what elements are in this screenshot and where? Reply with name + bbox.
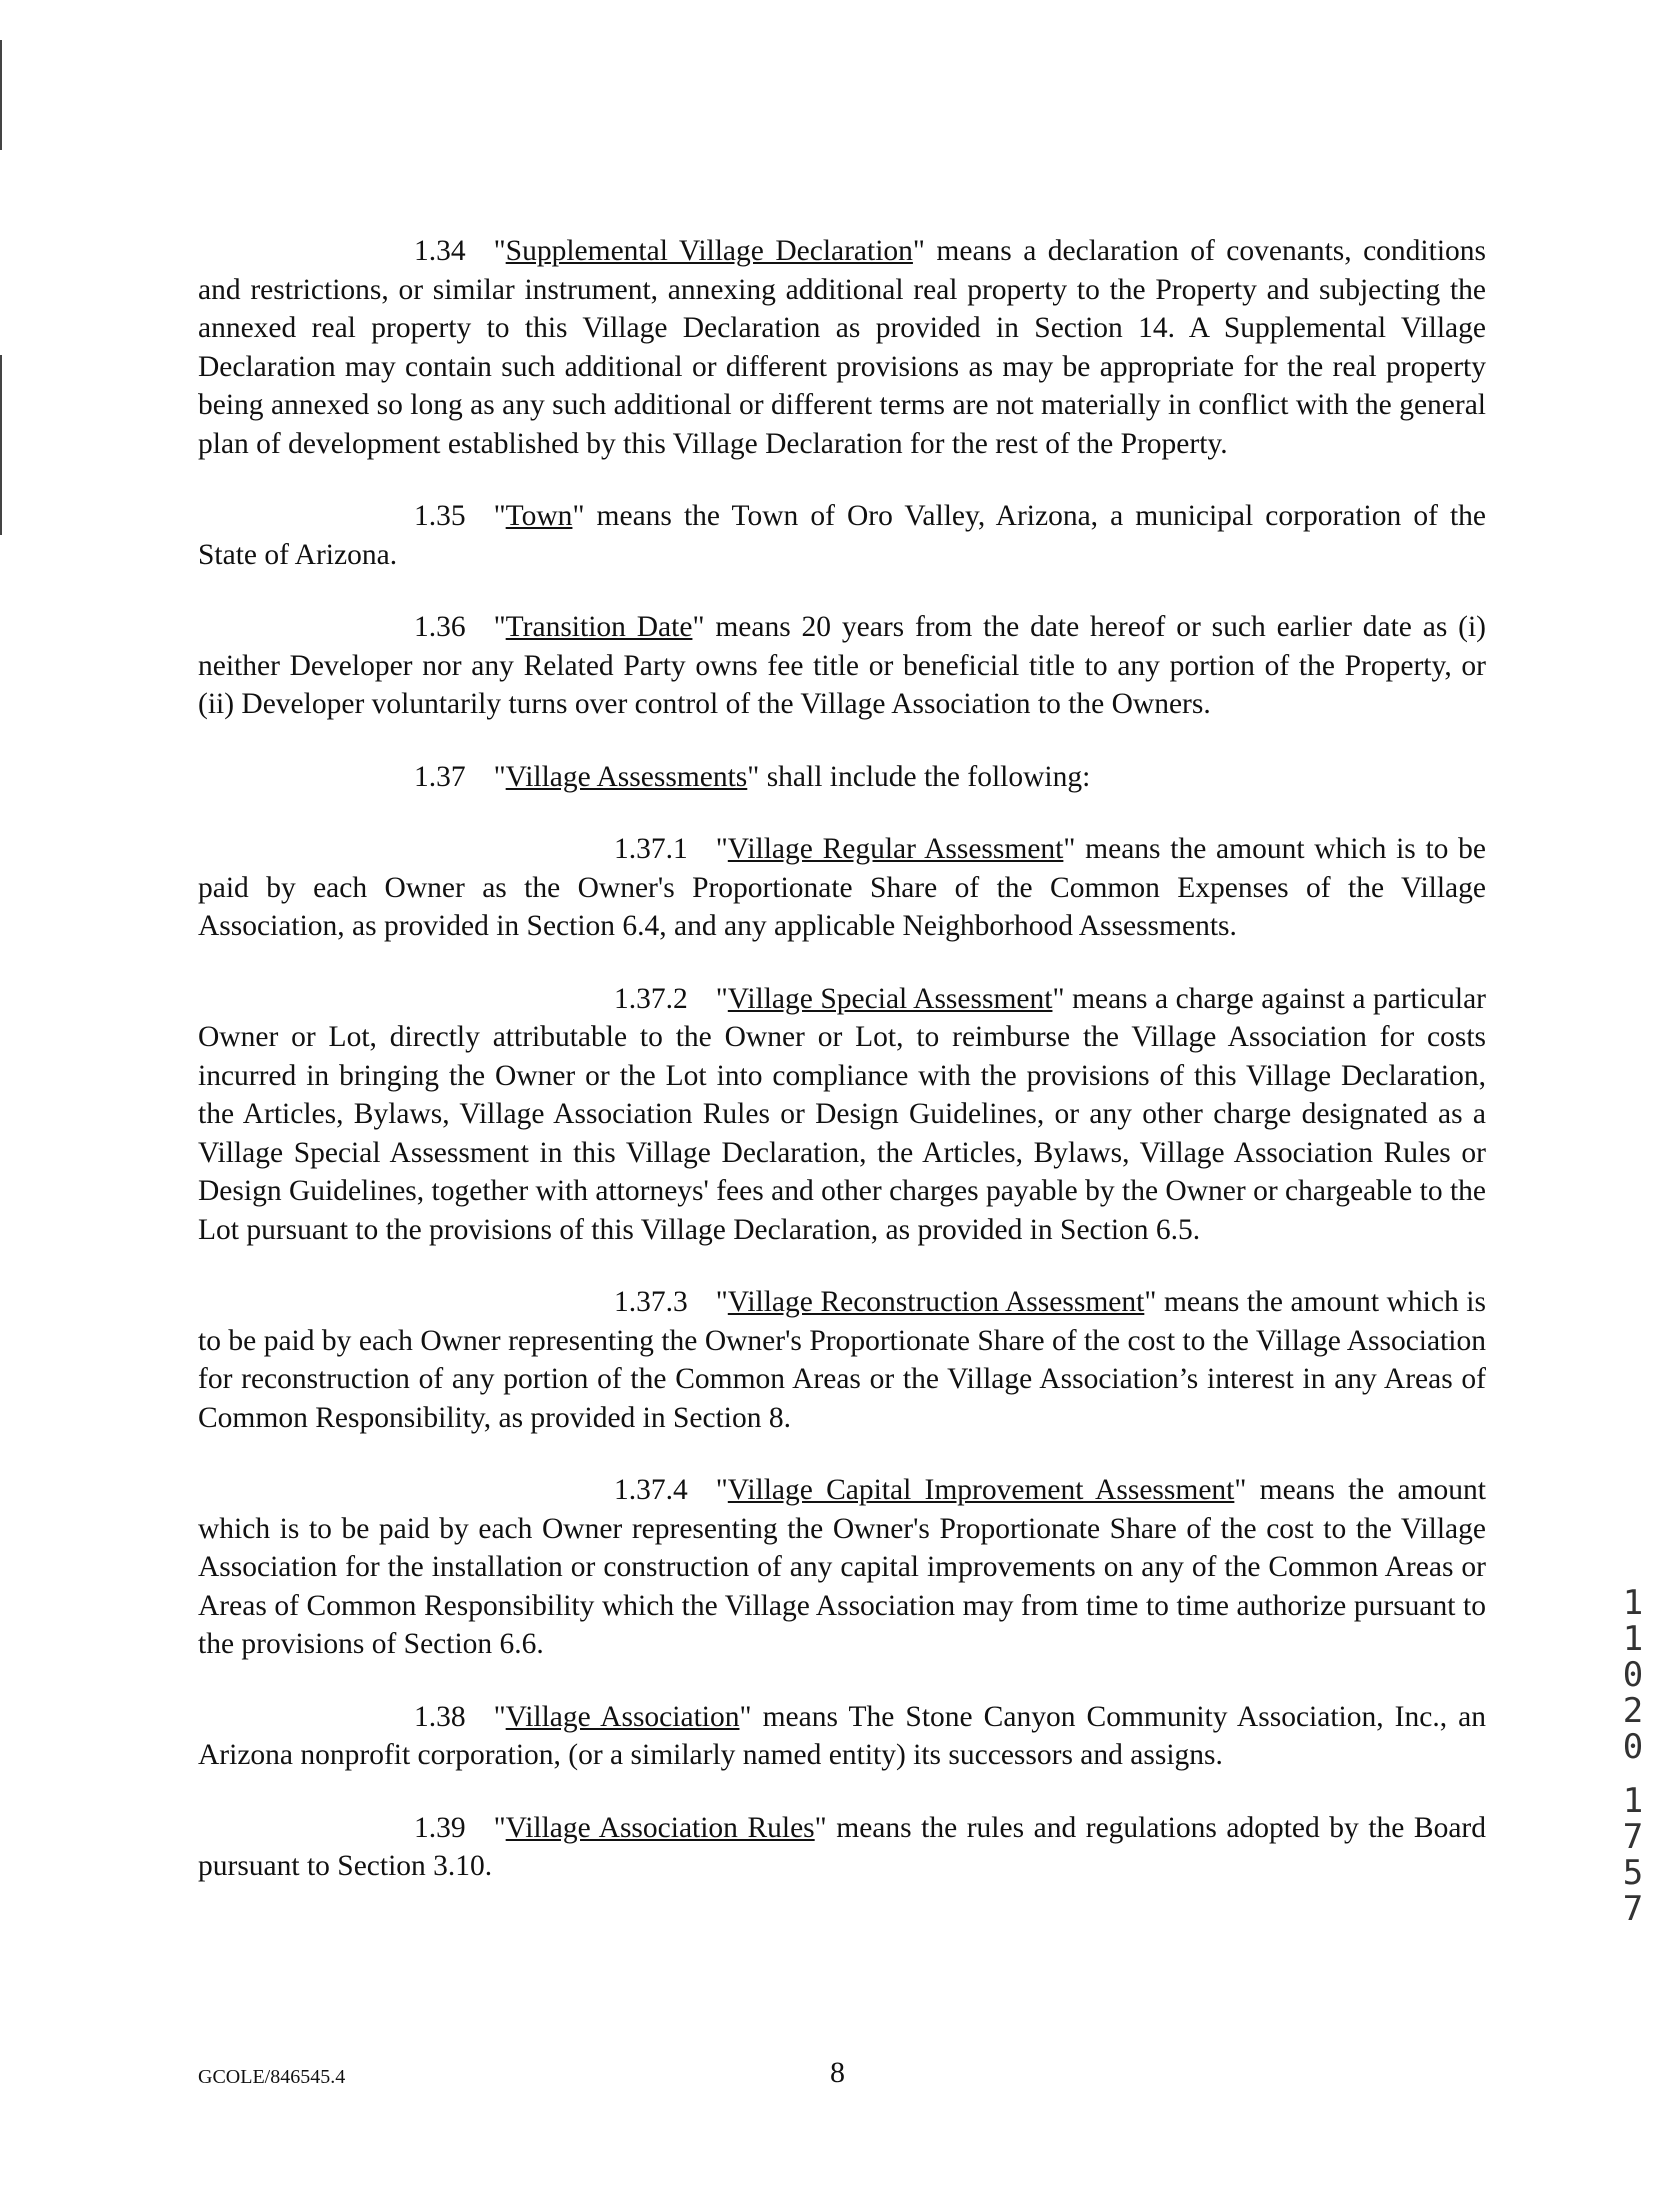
section-number: 1.38 bbox=[414, 1700, 466, 1733]
definition-text: means 20 years from the date hereof or such earlier date as (i) neither Developer nor any Related Party owns fee title or beneficial title to any portion of the Property, or (ii) Developer voluntarily turns over control of the Village Association to the Owners. bbox=[198, 611, 1486, 720]
defined-term: Village Regular Assessment bbox=[727, 833, 1064, 865]
definition-text: means a declaration of covenants, conditions and restrictions, or similar instrument, annexing additional real property to the Property and subjecting the annexed real property to this Village Declaration as provided in Section 14. A Supplemental Village Declaration may contain such additional or different provisions as may be appropriate for the real property being annexed so long as any such additional or different terms are not materially in conflict with the general plan of development established by this Village Declaration for the rest of the Property. bbox=[198, 235, 1486, 460]
defined-term: Village Assessments bbox=[505, 760, 748, 793]
definition-1-37-3: 1.37.3 "Village Reconstruction Assessment" means the amount which is to be paid by each Owner representing the Owner's Proportionate Share of the cost to the Village Association for reconstruction of any portion of the Common Areas or the Village Association’s interest in any Areas of Common Responsibility, as provided in Section 8. bbox=[198, 1283, 1486, 1437]
definition-text: means the amount which is to be paid by each Owner representing the Owner's Proportionate Share of the cost to the Village Association for reconstruction of any portion of the Common Areas or the Village Association’s interest in any Areas of Common Responsibility, as provided in Section 8. bbox=[198, 1286, 1486, 1434]
definition-1-37-1: 1.37.1 "Village Regular Assessment" means the amount which is to be paid by each Owner as the Owner's Proportionate Share of the Common Expenses of the Village Association, as provided in Section 6.4, and any applicable Neighborhood Assessments. bbox=[198, 830, 1486, 946]
document-body bbox=[198, 232, 1486, 1920]
definition-text: means the Town of Oro Valley, Arizona, a municipal corporation of the State of Arizona. bbox=[198, 500, 1486, 571]
section-number: 1.37.2 bbox=[614, 982, 688, 1015]
defined-term: Village Reconstruction Assessment bbox=[727, 1286, 1145, 1318]
defined-term: Village Association Rules bbox=[505, 1811, 815, 1844]
scan-edge-mark bbox=[0, 355, 2, 535]
definition-1-39: 1.39 "Village Association Rules" means the rules and regulations adopted by the Board pursuant to Section 3.10. bbox=[198, 1809, 1486, 1886]
definition-text: shall include the following: bbox=[759, 760, 1091, 793]
defined-term: Supplemental Village Declaration bbox=[505, 235, 913, 267]
definition-text: means the amount which is to be paid by each Owner as the Owner's Proportionate Share of the Common Expenses of the Village Association, as provided in Section 6.4, and any applicable Neighborhood Assessments. bbox=[198, 833, 1487, 942]
definition-1-37-4: 1.37.4 "Village Capital Improvement Assessment" means the amount which is to be paid by each Owner representing the Owner's Proportionate Share of the cost to the Village Association for the installation or construction of any capital improvements on any of the Common Areas or Areas of Common Responsibility which the Village Association may from time to time authorize pursuant to the provisions of Section 6.6. bbox=[198, 1471, 1486, 1664]
definition-1-37: 1.37 "Village Assessments" shall include the following: bbox=[198, 758, 1486, 797]
definition-1-34: 1.34 "Supplemental Village Declaration" means a declaration of covenants, conditions and restrictions, or similar instrument, annexing additional real property to the Property and subjecting the annexed real property to this Village Declaration as provided in Section 14. A Supplemental Village Declaration may contain such additional or different provisions as may be appropriate for the real property being annexed so long as any such additional or different terms are not materially in conflict with the general plan of development established by this Village Declaration for the rest of the Property. bbox=[198, 232, 1486, 463]
defined-term: Village Capital Improvement Assessment bbox=[727, 1474, 1235, 1506]
definition-1-36: 1.36 "Transition Date" means 20 years from the date hereof or such earlier date as (i) neither Developer nor any Related Party owns fee title or beneficial title to any portion of the Property, or (ii) Developer voluntarily turns over control of the Village Association to the Owners. bbox=[198, 608, 1486, 724]
definition-1-38: 1.38 "Village Association" means The Stone Canyon Community Association, Inc., an Arizona nonprofit corporation, (or a similarly named entity) its successors and assigns. bbox=[198, 1698, 1486, 1775]
defined-term: Village Association bbox=[505, 1700, 740, 1733]
definition-text: means a charge against a particular Owner or Lot, directly attributable to the Owner or Lot, to reimburse the Village Association for costs incurred in bringing the Owner or the Lot into compliance with the provisions of this Village Declaration, the Articles, Bylaws, Village Association Rules or Design Guidelines, or any other charge designated as a Village Special Assessment in this Village Declaration, the Articles, Bylaws, Village Association Rules or Design Guidelines, together with attorneys' fees and other charges payable by the Owner or chargeable to the Lot pursuant to the provisions of this Village Declaration, as provided in Section 6.5. bbox=[198, 982, 1486, 1246]
definition-1-35: 1.35 "Town" means the Town of Oro Valley, Arizona, a municipal corporation of the State of Arizona. bbox=[198, 497, 1486, 574]
section-number: 1.37.1 bbox=[614, 833, 688, 865]
section-number: 1.37.4 bbox=[614, 1474, 688, 1506]
scan-edge-mark bbox=[0, 40, 2, 150]
section-number: 1.34 bbox=[414, 235, 466, 267]
section-number: 1.36 bbox=[414, 611, 466, 643]
definition-text: means the rules and regulations adopted by the Board pursuant to Section 3.10. bbox=[198, 1811, 1486, 1882]
definition-text: means the amount which is to be paid by each Owner representing the Owner's Proportionate Share of the cost to the Village Association for the installation or construction of any capital improvements on any of the Common Areas or Areas of Common Responsibility which the Village Association may from time to time authorize pursuant to the provisions of Section 6.6. bbox=[198, 1474, 1486, 1660]
defined-term: Village Special Assessment bbox=[727, 982, 1053, 1015]
margin-stamp-docket: 11020 bbox=[1622, 1583, 1644, 1767]
definition-text: means The Stone Canyon Community Association, Inc., an Arizona nonprofit corporation, (or a similarly named entity) its successors and assigns. bbox=[198, 1700, 1486, 1771]
defined-term: Transition Date bbox=[505, 611, 693, 643]
margin-stamp-page: 1757 bbox=[1622, 1781, 1644, 1929]
definition-1-37-2: 1.37.2 "Village Special Assessment" means a charge against a particular Owner or Lot, directly attributable to the Owner or Lot, to reimburse the Village Association for costs incurred in bringing the Owner or the Lot into compliance with the provisions of this Village Declaration, the Articles, Bylaws, Village Association Rules or Design Guidelines, or any other charge designated as a Village Special Assessment in this Village Declaration, the Articles, Bylaws, Village Association Rules or Design Guidelines, together with attorneys' fees and other charges payable by the Owner or chargeable to the Lot pursuant to the provisions of this Village Declaration, as provided in Section 6.5. bbox=[198, 980, 1486, 1250]
defined-term: Town bbox=[505, 500, 573, 532]
footer-document-id: GCOLE/846545.4 bbox=[198, 2066, 346, 2088]
section-number: 1.39 bbox=[414, 1811, 466, 1844]
section-number: 1.35 bbox=[414, 500, 466, 532]
section-number: 1.37 bbox=[414, 760, 466, 793]
section-number: 1.37.3 bbox=[614, 1286, 688, 1318]
page-number: 8 bbox=[830, 2056, 845, 2089]
